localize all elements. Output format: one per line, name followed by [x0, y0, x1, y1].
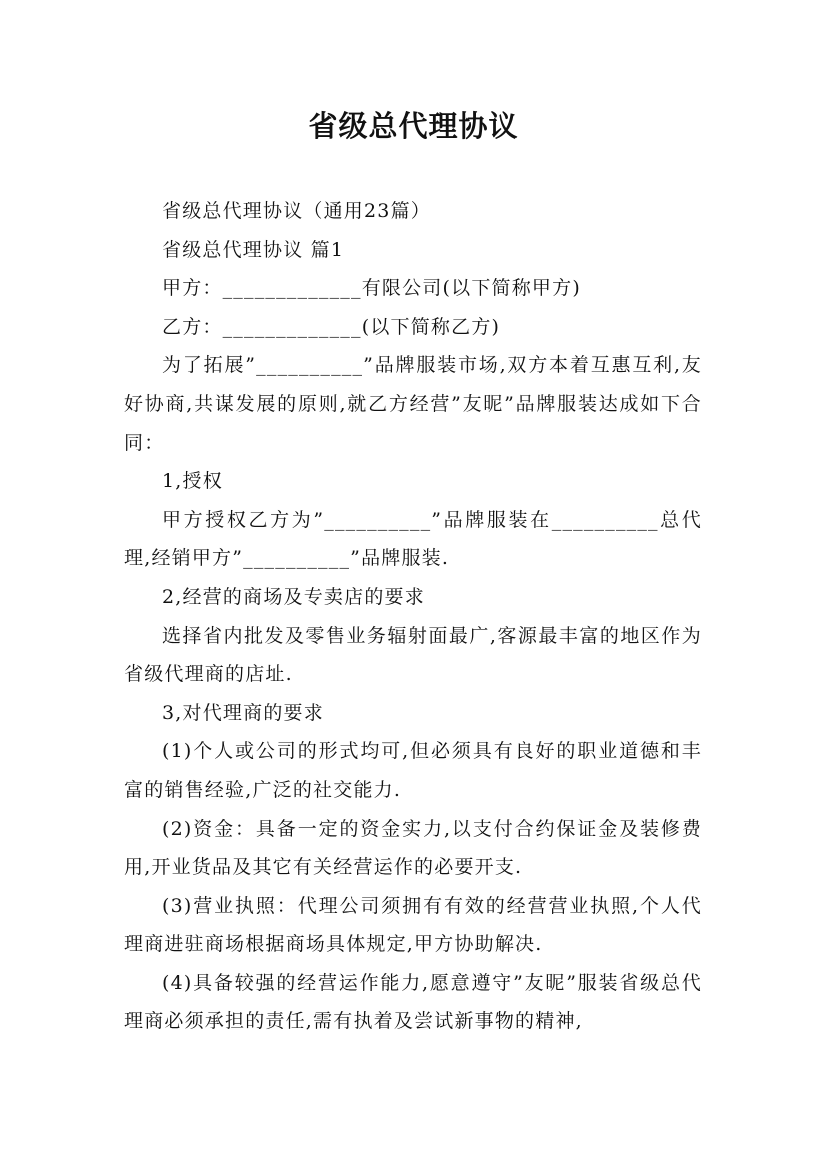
paragraph-subtitle: 省级总代理协议（通用23篇）	[162, 200, 431, 222]
paragraph-preamble: 为了拓展”__________”品牌服装市场,双方本着互惠互利,友好协商,共谋发展的原则,就乙方经营”友昵”品牌服装达成如下合同：	[124, 354, 702, 454]
paragraph-clause-2-body: 选择省内批发及零售业务辐射面最广,客源最丰富的地区作为省级代理商的店址.	[124, 624, 702, 686]
paragraph-clause-3-item-3: (3)营业执照：代理公司须拥有有效的经营营业执照,个人代理商进驻商场根据商场具体规定,甲方协助解决.	[124, 894, 702, 956]
paragraph-party-a: 甲方：_____________有限公司(以下简称甲方)	[162, 277, 581, 300]
paragraph-clause-3-item-4: (4)具备较强的经营运作能力,愿意遵守”友昵”服装省级总代理商必须承担的责任,需有执着及尝试新事物的精神,	[124, 971, 702, 1033]
document-title: 省级总代理协议	[308, 109, 519, 143]
paragraph-clause-1-body: 甲方授权乙方为”__________”品牌服装在__________总代理,经销甲方”__________”品牌服装.	[124, 508, 702, 570]
paragraph-section-heading: 省级总代理协议 篇1	[162, 238, 345, 261]
paragraph-clause-1-heading: 1,授权	[162, 470, 223, 493]
paragraph-clause-3-item-1: (1)个人或公司的形式均可,但必须具有良好的职业道德和丰富的销售经验,广泛的社交能力.	[124, 740, 702, 801]
paragraph-clause-3-heading: 3,对代理商的要求	[162, 701, 324, 724]
paragraph-party-b: 乙方：_____________(以下简称乙方)	[162, 315, 501, 338]
paragraph-clause-3-item-2: (2)资金：具备一定的资金实力,以支付合约保证金及装修费用,开业货品及其它有关经营运作的必要开支.	[124, 817, 702, 879]
paragraph-clause-2-heading: 2,经营的商场及专卖店的要求	[162, 585, 425, 608]
document-body	[124, 192, 702, 1041]
